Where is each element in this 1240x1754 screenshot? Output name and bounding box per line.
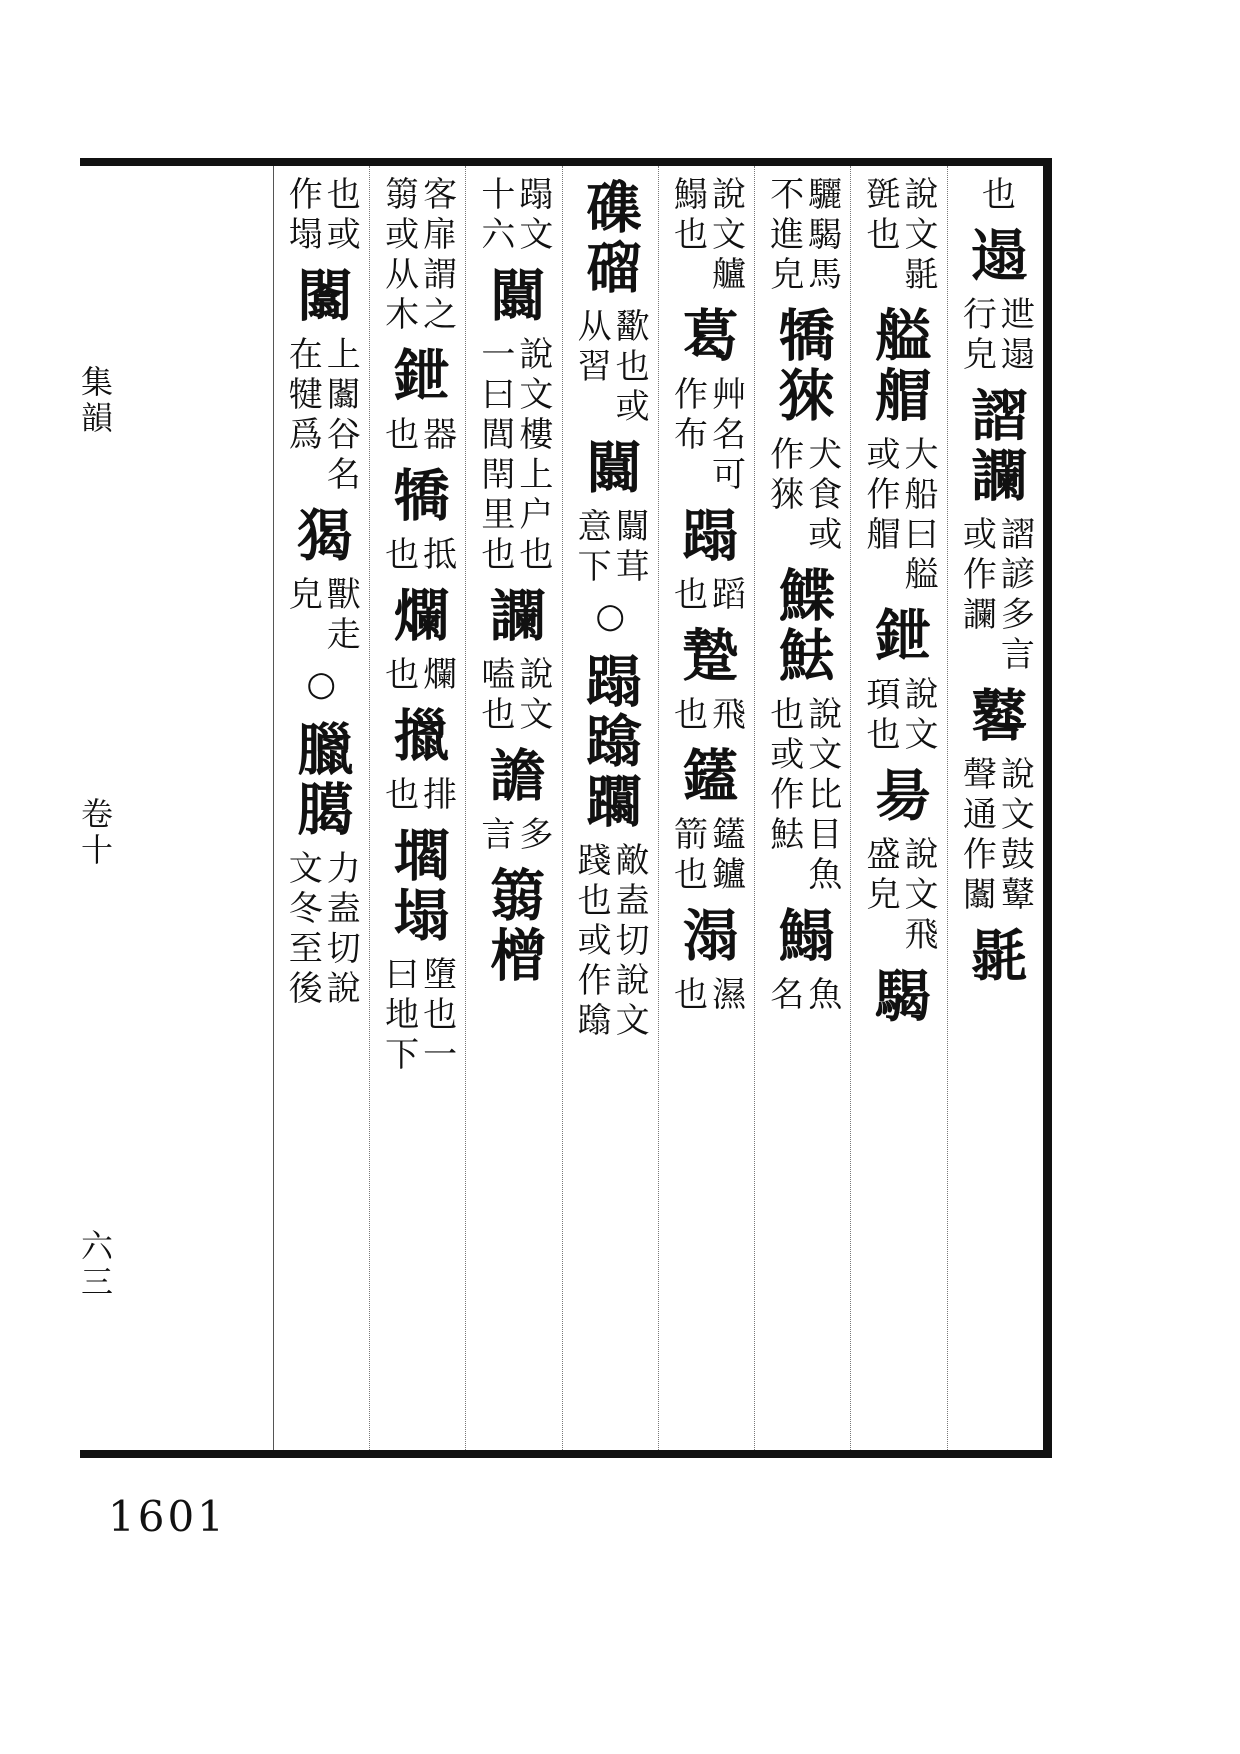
gloss-line: 排: [416, 776, 457, 816]
headword: 遢: [962, 226, 1029, 286]
headword: 闒: [577, 438, 644, 498]
gloss-line: 也: [378, 416, 419, 456]
gloss-line: 箭也: [667, 816, 708, 896]
gloss-line: 謵諺多言: [994, 516, 1035, 676]
margin-book-title: 集韻: [76, 365, 114, 437]
text-column: [658, 166, 754, 1450]
gloss-note: [474, 176, 553, 256]
gloss-line: 爛: [416, 656, 457, 696]
gloss-note: [860, 836, 939, 956]
text-column: [947, 166, 1043, 1450]
gloss-line: 行皃: [956, 296, 997, 376]
gloss-line: 也: [378, 776, 419, 816]
gloss-note: [667, 816, 746, 896]
headword: 葛: [673, 306, 740, 366]
gloss-note: [860, 176, 939, 296]
gloss-note: [474, 336, 553, 576]
headword: 艗艒: [866, 306, 933, 426]
gloss-line: 說文飛: [898, 836, 939, 956]
gloss-line: 鰨也: [667, 176, 708, 256]
gloss-line: 皃: [282, 576, 323, 616]
gloss-line: 器: [416, 416, 457, 456]
gloss-note: [763, 696, 842, 896]
gloss-line: 多: [512, 816, 553, 856]
gloss-note: [378, 656, 457, 696]
gloss-line: 獸走: [320, 576, 361, 656]
gloss-note: [282, 176, 361, 256]
gloss-line: 墮也一: [416, 956, 457, 1076]
gloss-line: 也: [378, 536, 419, 576]
headword: 猲: [288, 506, 355, 566]
gloss-note: [378, 416, 457, 456]
headword: 鑉: [673, 746, 740, 806]
gloss-line: 飛: [705, 696, 746, 736]
gloss-line: 十六: [474, 176, 515, 256]
gloss-line: 意下: [571, 508, 612, 588]
gloss-line: 抵: [416, 536, 457, 576]
gloss-line: 歠也或: [609, 308, 650, 428]
gloss-note: [571, 508, 650, 588]
headword: 鰈魼: [769, 566, 836, 686]
headword: 爛: [384, 586, 451, 646]
gloss-line: 或作讕: [956, 516, 997, 636]
headword: 蹋蹹躢: [577, 652, 644, 832]
gloss-line: 說文樓上户也: [512, 336, 553, 576]
gloss-line: 也: [667, 976, 708, 1016]
gloss-note: [282, 336, 361, 496]
gloss-line: 在犍爲: [282, 336, 323, 456]
gloss-note: [667, 176, 746, 296]
gloss-note: [763, 436, 842, 556]
gloss-line: 曰地下: [378, 956, 419, 1076]
gloss-line: ○: [590, 596, 631, 642]
gloss-line: 說文: [898, 676, 939, 756]
headword: 溻: [673, 906, 740, 966]
gloss-line: 說文: [512, 656, 553, 736]
gloss-note: [975, 176, 1016, 216]
gloss-note: [667, 576, 746, 616]
gloss-line: 嗑也: [474, 656, 515, 736]
gloss-line: 大船曰艗: [898, 436, 939, 596]
gloss-line: 名: [763, 976, 804, 1016]
headword: 鰨: [769, 906, 836, 966]
headword: 闒: [480, 266, 547, 326]
headword: 闟: [288, 266, 355, 326]
gloss-line: 也: [667, 696, 708, 736]
gloss-note: [378, 776, 457, 816]
gloss-note: [282, 576, 361, 656]
gloss-note: [667, 376, 746, 496]
headword: 讕: [480, 586, 547, 646]
headword: 磼磂: [577, 178, 644, 298]
gloss-line: 客扉謂之: [416, 176, 457, 336]
gloss-note: [763, 976, 842, 1016]
gloss-note: [667, 976, 746, 1016]
gloss-line: 濕: [705, 976, 746, 1016]
gloss-note: [378, 176, 457, 336]
gloss-line: 上闟谷名: [320, 336, 361, 496]
headword: 昜: [866, 766, 933, 826]
gloss-note: [571, 308, 650, 428]
text-column: [562, 166, 658, 1450]
gloss-note: [956, 296, 1035, 376]
gloss-line: 說文毾: [898, 176, 939, 296]
headword: 篛橧: [480, 866, 547, 986]
gloss-note: [956, 516, 1035, 676]
gloss-note: [860, 676, 939, 756]
gloss-note: [763, 176, 842, 296]
gloss-line: 也或: [320, 176, 361, 256]
gloss-line: 盛皃: [860, 836, 901, 916]
headword: 犞: [384, 466, 451, 526]
gloss-note: [956, 756, 1035, 916]
gloss-line: 蹋文: [512, 176, 553, 256]
gloss-line: 言: [474, 816, 515, 856]
headword: 鉪: [384, 346, 451, 406]
gloss-line: 說文比目魚: [801, 696, 842, 896]
gloss-line: 力盍切說: [320, 850, 361, 1010]
gloss-line: 迣遢: [994, 296, 1035, 376]
gloss-note: [378, 536, 457, 576]
headword: 騔: [866, 966, 933, 1026]
gloss-note: [474, 816, 553, 856]
headword: 壛塌: [384, 826, 451, 946]
gloss-line: 文冬至後: [282, 850, 323, 1010]
gloss-line: 鑉鑪: [705, 816, 746, 896]
gloss-line: 或作艒: [860, 436, 901, 556]
text-columns: [80, 166, 1043, 1450]
margin-volume: 卷十: [76, 797, 114, 869]
headword: 鉪: [866, 606, 933, 666]
gloss-note: [378, 956, 457, 1076]
headword: 䠟: [673, 626, 740, 686]
headword: 毾: [962, 926, 1029, 986]
gloss-line: 頊也: [860, 676, 901, 756]
headword: 犞猍: [769, 306, 836, 426]
page-number: 1601: [108, 1492, 227, 1541]
gloss-line: 魚: [801, 976, 842, 1016]
headword: 蹋: [673, 506, 740, 566]
gloss-line: 篛或从木: [378, 176, 419, 336]
margin-leaf: 六三: [76, 1229, 114, 1301]
gloss-line: 蹈: [705, 576, 746, 616]
gloss-note: [474, 656, 553, 736]
gloss-line: 也或作魼: [763, 696, 804, 856]
gloss-line: 作猍: [763, 436, 804, 516]
gloss-line: 作塌: [282, 176, 323, 256]
gloss-line: 說文鼓鼙: [994, 756, 1035, 916]
gloss-note: [667, 696, 746, 736]
headword: 擸: [384, 706, 451, 766]
gloss-line: 㲪也: [860, 176, 901, 256]
gloss-line: 聲通作闟: [956, 756, 997, 916]
gloss-line: 从習: [571, 308, 612, 388]
text-column: [465, 166, 561, 1450]
gloss-line: 一曰閭閈里也: [474, 336, 515, 576]
gloss-note: [571, 842, 650, 1042]
gloss-line: ○: [301, 664, 342, 710]
gloss-line: 敵盍切說文: [609, 842, 650, 1042]
gloss-line: 驪騔馬: [801, 176, 842, 296]
margin-label: [70, 365, 120, 1301]
gloss-note: [301, 664, 342, 710]
headword: 謵讕: [962, 386, 1029, 506]
gloss-line: 踐也或作蹹: [571, 842, 612, 1042]
gloss-line: 也: [378, 656, 419, 696]
headword: 臘臈: [288, 720, 355, 840]
text-column: [754, 166, 850, 1450]
text-column: [273, 166, 369, 1450]
headword: 譫: [480, 746, 547, 806]
gloss-line: 犬食或: [801, 436, 842, 556]
gloss-line: 不進皃: [763, 176, 804, 296]
gloss-line: 作布: [667, 376, 708, 456]
gloss-line: 說文艫: [705, 176, 746, 296]
gloss-note: [860, 436, 939, 596]
text-column: [850, 166, 946, 1450]
text-column: [369, 166, 465, 1450]
gloss-line: 也: [667, 576, 708, 616]
gloss-note: [282, 850, 361, 1010]
gloss-note: [590, 596, 631, 642]
gloss-line: 艸名可: [705, 376, 746, 496]
headword: 鼛: [962, 686, 1029, 746]
gloss-line: 也: [975, 176, 1016, 216]
gloss-line: 闒茸: [609, 508, 650, 588]
